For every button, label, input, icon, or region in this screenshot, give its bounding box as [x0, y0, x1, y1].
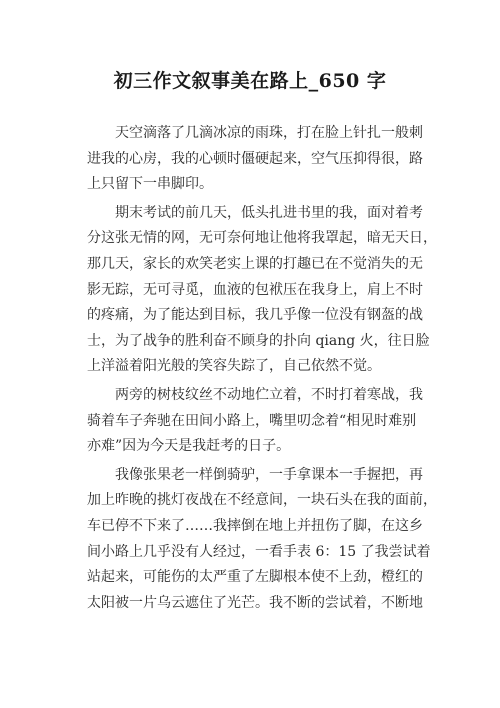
- text-line: 站起来，可能伤的太严重了左脚根本使不上劲，橙红的: [87, 569, 423, 586]
- text-line: 天空滴落了几滴冰凉的雨珠，打在脸上针扎一般刺: [87, 125, 423, 141]
- text-line: 的疼痛，为了能达到目标，我几乎像一位没有钢盔的战: [87, 307, 423, 324]
- text-line: 士，为了战争的胜利奋不顾身的扑向 qiang 火，往日脸: [87, 332, 430, 349]
- paragraph-1: [87, 121, 423, 198]
- text-line: 分这张无情的网，无可奈何地让他将我罩起，暗无天日，: [87, 230, 437, 247]
- text-line: 亦难”因为今天是我赶考的日子。: [87, 438, 291, 455]
- paragraph-2: [87, 201, 437, 380]
- text-line: 影无踪，无可寻觅，血液的包袱压在我身上，肩上不时: [87, 281, 423, 298]
- document-body: [87, 121, 437, 619]
- text-line: 加上昨晚的挑灯夜战在不经意间，一块石头在我的面前，: [87, 492, 437, 509]
- text-line: 骑着车子奔驰在田间小路上，嘴里叨念着“相见时难别: [87, 412, 417, 429]
- text-line: 我像张果老一样倒骑驴，一手拿课本一手握把，再: [87, 466, 423, 483]
- paragraph-3: [87, 383, 423, 460]
- text-line: 进我的心房，我的心顿时僵硬起来，空气压抑得很，路: [87, 150, 423, 167]
- text-line: 太阳被一片乌云遮住了光芒。我不断的尝试着，不断地: [87, 594, 423, 611]
- text-line: 上只留下一串脚印。: [87, 176, 213, 193]
- paragraph-4: [87, 463, 437, 617]
- text-line: 期末考试的前几天，低头扎进书里的我，面对着考: [87, 204, 423, 221]
- text-line: 间小路上几乎没有人经过，一看手表 6：15 了我尝试着: [87, 543, 431, 560]
- text-line: 两旁的树枝纹丝不动地伫立着，不时打着寒战，我: [87, 386, 423, 403]
- text-line: 上洋溢着阳光般的笑容失踪了，自己依然不觉。: [87, 358, 381, 375]
- document-title: 初三作文叙事美在路上_650 字: [113, 70, 387, 92]
- text-line: 那几天，家长的欢笑老实上课的打趣已在不觉消失的无: [87, 255, 423, 272]
- text-line: 车已停不下来了……我摔倒在地上并扭伤了脚，在这乡: [87, 517, 423, 534]
